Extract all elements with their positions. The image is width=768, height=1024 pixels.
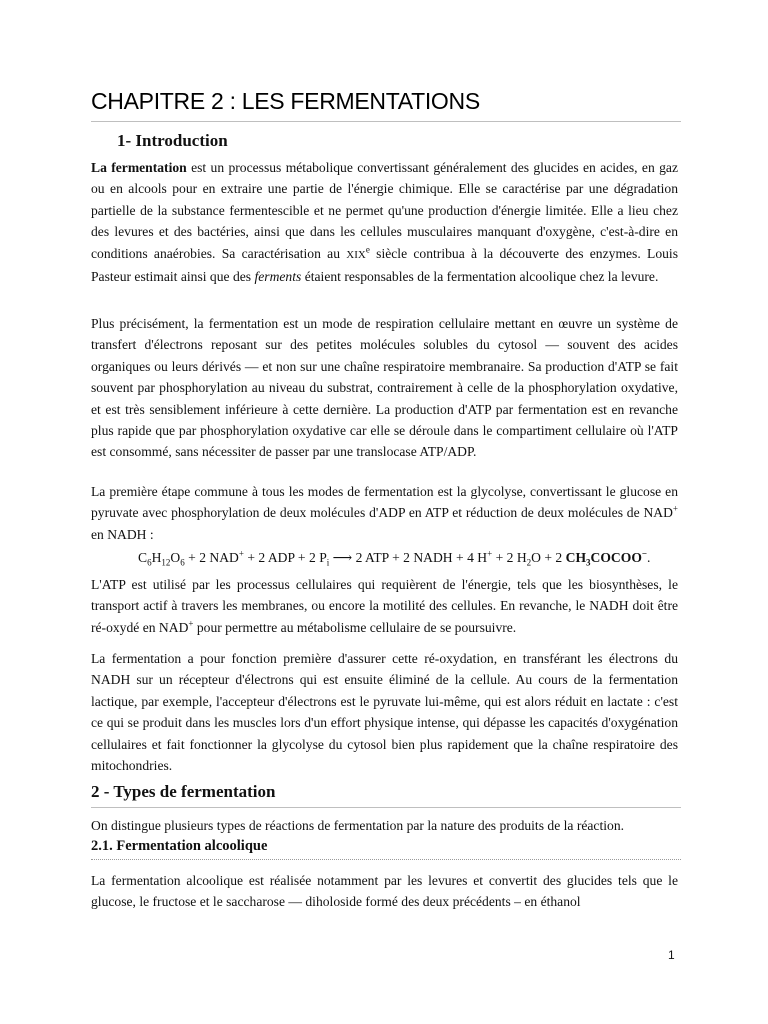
eq-sup: +	[487, 548, 493, 559]
paragraph-types-intro: On distingue plusieurs types de réactions de fermentation par la nature des produits de la réaction.	[91, 818, 625, 833]
eq-part: O + 2	[531, 550, 566, 565]
glycolysis-equation	[138, 550, 650, 566]
text-run: est un processus métabolique convertissant généralement des glucides en acides, en gaz ou en alcools pour en extraire une partie de l'énergie chimique. Elle se caractérise par une dégradation partielle de la substance fermentescible et ne permet qu'une production d'énergie limitée. Elle a lieu chez des levures et des bactéries, ainsi que dans les cellules musculaires manquant d'oxygène, c'est-à-dire en conditions anaérobies. Sa caractérisation au	[91, 160, 678, 261]
century-superscript: e	[365, 244, 370, 255]
eq-part: + 2 H	[492, 550, 527, 565]
superscript: +	[672, 503, 678, 514]
chapter-title: CHAPITRE 2 : LES FERMENTATIONS	[91, 88, 681, 122]
paragraph-respiration: Plus précisément, la fermentation est un mode de respiration cellulaire mettant en œuvre un système de transfert d'électrons reposant sur des petites molécules solubles du cytosol — souvent des acides organiques ou leurs dérivés — et non sur une chaîne respiratoire membranaire. Sa production d'ATP se fait souvent par phosphorylation au niveau du substrat, contrairement à celle de la phosphorylation oxydative, et est très sensiblement inférieure à cette dernière. La production d'ATP par fermentation est en revanche plus rapide que par phosphorylation oxydative car elle se déroule dans le compartiment cellulaire où l'ATP est consommé, sans nécessiter de passer par une translocase ATP/ADP.	[91, 316, 678, 460]
text-run: La première étape commune à tous les modes de fermentation est la glycolyse, convertissant le glucose en pyruvate avec phosphorylation de deux molécules d'ADP en ATP et réduction de deux molécules de NAD	[91, 484, 678, 521]
paragraph-definition	[91, 157, 678, 287]
paragraph-atp-usage	[91, 574, 678, 638]
eq-part: C	[138, 550, 148, 565]
term-fermentation: La fermentation	[91, 160, 187, 175]
pyruvate-formula	[565, 548, 648, 568]
eq-sub: 2	[526, 557, 532, 568]
eq-part: + 2 ADP + 2 P	[243, 550, 327, 565]
century-numeral: XIX	[346, 248, 366, 261]
eq-sub: 6	[147, 557, 152, 568]
eq-sub: 12	[161, 557, 171, 568]
eq-sup: −	[641, 548, 648, 559]
superscript: +	[188, 618, 194, 629]
eq-part: ⟶ 2 ATP + 2 NADH + 4 H	[329, 550, 488, 565]
eq-sup: +	[238, 548, 244, 559]
eq-sub: 3	[586, 557, 591, 568]
eq-sub: 6	[180, 557, 185, 568]
eq-part: CH	[565, 550, 587, 565]
eq-part: COCOO	[590, 550, 642, 565]
eq-part: O	[170, 550, 181, 565]
text-run: pour permettre au métabolisme cellulaire de se poursuivre.	[193, 619, 517, 635]
eq-part: + 2 NAD	[184, 550, 239, 565]
paragraph-glycolyse	[91, 481, 678, 545]
section-heading-introduction: 1- Introduction	[117, 131, 228, 150]
ferments-term: ferments	[254, 269, 302, 285]
text-run: L'ATP est utilisé par les processus cellulaires qui requièrent de l'énergie, tels que les biosynthèses, le transport actif à travers les membranes, ou encore la motilité des cellules. En revanche, le NADH doit être ré-oxydé en NAD	[91, 577, 678, 635]
text-run: siècle contribua à la découverte des enzymes. Louis Pasteur estimait ainsi que des	[91, 245, 678, 285]
eq-part: .	[647, 550, 651, 565]
paragraph-reoxydation: La fermentation a pour fonction première d'assurer cette ré-oxydation, en transférant les électrons du NADH sur un récepteur d'électrons qui est ensuite éliminé de la cellule. Au cours de la fermentation lactique, par exemple, l'accepteur d'électrons est le pyruvate lui-même, qui est alors réduit en lactate : c'est ce qui se produit dans les muscles lors d'un effort physique intense, qui dépasse les capacités d'oxygénation cellulaires et fait fonctionner la glycolyse du cytosol bien plus rapidement que la chaîne respiratoire des mitochondries.	[91, 651, 678, 774]
page-number: 1	[668, 948, 675, 962]
paragraph-alcoolique: La fermentation alcoolique est réalisée notamment par les levures et convertit des glucides tels que le glucose, le fructose et le saccharose — diholoside formé des deux précédents – en éthanol	[91, 873, 678, 910]
section-heading-types: 2 - Types de fermentation	[91, 782, 681, 808]
text-run: en NADH :	[91, 526, 154, 542]
eq-sub: i	[326, 557, 330, 568]
text-run: étaient responsables de la fermentation alcoolique chez la levure.	[301, 269, 659, 285]
subsection-heading-alcoolique: 2.1. Fermentation alcoolique	[91, 838, 681, 860]
eq-part: H	[151, 550, 162, 565]
